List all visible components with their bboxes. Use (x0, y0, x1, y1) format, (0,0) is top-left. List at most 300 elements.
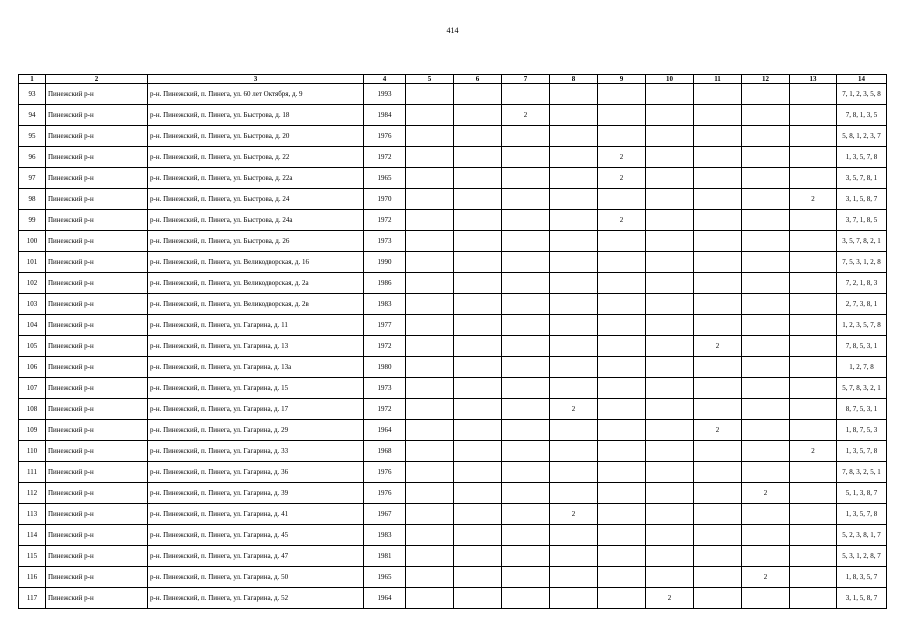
table-row (19, 399, 887, 420)
address-cell: р-н. Пинежский, п. Пинега, ул. Гагарина, д. 36 (148, 462, 364, 483)
year-cell: 1983 (364, 294, 406, 315)
row-number: 101 (19, 252, 46, 273)
col10-cell (646, 273, 694, 294)
col10-cell (646, 546, 694, 567)
col10-cell (646, 210, 694, 231)
col6-cell (454, 504, 502, 525)
col7-cell (502, 231, 550, 252)
col5-cell (406, 483, 454, 504)
col12-cell (742, 336, 790, 357)
district-cell: Пинежский р-н (46, 168, 148, 189)
codes-cell: 3, 7, 1, 8, 5 (837, 210, 887, 231)
district-cell: Пинежский р-н (46, 273, 148, 294)
col6-cell (454, 105, 502, 126)
col7-cell (502, 588, 550, 609)
year-cell: 1967 (364, 504, 406, 525)
district-cell: Пинежский р-н (46, 315, 148, 336)
col8-cell (550, 546, 598, 567)
col8-cell (550, 336, 598, 357)
row-number: 104 (19, 315, 46, 336)
col7-cell (502, 168, 550, 189)
col5-cell (406, 441, 454, 462)
col13-cell (790, 105, 837, 126)
col11-cell (694, 462, 742, 483)
col5-cell (406, 567, 454, 588)
row-number: 97 (19, 168, 46, 189)
district-cell: Пинежский р-н (46, 210, 148, 231)
col10-cell (646, 315, 694, 336)
table-row (19, 588, 887, 609)
col10-cell (646, 231, 694, 252)
col6-cell (454, 294, 502, 315)
col9-cell (598, 315, 646, 336)
col13-cell (790, 420, 837, 441)
year-cell: 1970 (364, 189, 406, 210)
col8-cell (550, 105, 598, 126)
col9-cell (598, 294, 646, 315)
table-row (19, 252, 887, 273)
col6-cell (454, 378, 502, 399)
codes-cell: 7, 8, 5, 3, 1 (837, 336, 887, 357)
col9-cell (598, 84, 646, 105)
codes-cell: 7, 1, 2, 3, 5, 8 (837, 84, 887, 105)
col5-cell (406, 399, 454, 420)
year-cell: 1965 (364, 567, 406, 588)
col7-cell (502, 273, 550, 294)
col8-cell (550, 294, 598, 315)
col9-cell (598, 462, 646, 483)
col8-cell (550, 84, 598, 105)
col8-cell (550, 126, 598, 147)
col6-cell (454, 420, 502, 441)
district-cell: Пинежский р-н (46, 462, 148, 483)
col10-cell (646, 441, 694, 462)
col5-cell (406, 525, 454, 546)
row-number: 93 (19, 84, 46, 105)
codes-cell: 1, 8, 3, 5, 7 (837, 567, 887, 588)
district-cell: Пинежский р-н (46, 336, 148, 357)
col12-cell (742, 105, 790, 126)
col8-cell: 2 (550, 504, 598, 525)
col7-cell (502, 420, 550, 441)
address-cell: р-н. Пинежский, п. Пинега, ул. Гагарина, д. 11 (148, 315, 364, 336)
address-cell: р-н. Пинежский, п. Пинега, ул. Гагарина, д. 52 (148, 588, 364, 609)
col11-cell (694, 357, 742, 378)
col13-cell (790, 399, 837, 420)
table-row (19, 126, 887, 147)
col13-cell (790, 168, 837, 189)
column-header: 5 (406, 75, 454, 84)
address-cell: р-н. Пинежский, п. Пинега, ул. Гагарина, д. 17 (148, 399, 364, 420)
table-row (19, 273, 887, 294)
row-number: 113 (19, 504, 46, 525)
col11-cell (694, 294, 742, 315)
col10-cell (646, 147, 694, 168)
codes-cell: 5, 8, 1, 2, 3, 7 (837, 126, 887, 147)
table-row (19, 420, 887, 441)
col5-cell (406, 588, 454, 609)
district-cell: Пинежский р-н (46, 84, 148, 105)
col6-cell (454, 147, 502, 168)
col10-cell (646, 252, 694, 273)
col5-cell (406, 357, 454, 378)
col7-cell (502, 567, 550, 588)
district-cell: Пинежский р-н (46, 546, 148, 567)
col10-cell (646, 105, 694, 126)
col11-cell (694, 315, 742, 336)
district-cell: Пинежский р-н (46, 525, 148, 546)
year-cell: 1977 (364, 315, 406, 336)
col9-cell: 2 (598, 168, 646, 189)
col6-cell (454, 399, 502, 420)
codes-cell: 5, 7, 8, 3, 2, 1 (837, 378, 887, 399)
col11-cell (694, 126, 742, 147)
col10-cell (646, 420, 694, 441)
row-number: 100 (19, 231, 46, 252)
address-cell: р-н. Пинежский, п. Пинега, ул. Гагарина, д. 39 (148, 483, 364, 504)
year-cell: 1973 (364, 378, 406, 399)
table-row (19, 336, 887, 357)
col5-cell (406, 378, 454, 399)
address-cell: р-н. Пинежский, п. Пинега, ул. Великодворская, д. 16 (148, 252, 364, 273)
col12-cell (742, 294, 790, 315)
col10-cell: 2 (646, 588, 694, 609)
district-cell: Пинежский р-н (46, 567, 148, 588)
table-row (19, 168, 887, 189)
col5-cell (406, 294, 454, 315)
column-header: 11 (694, 75, 742, 84)
table-row (19, 357, 887, 378)
col10-cell (646, 294, 694, 315)
row-number: 111 (19, 462, 46, 483)
col13-cell (790, 483, 837, 504)
col8-cell (550, 210, 598, 231)
table-row (19, 315, 887, 336)
codes-cell: 7, 5, 3, 1, 2, 8 (837, 252, 887, 273)
col5-cell (406, 504, 454, 525)
col8-cell (550, 189, 598, 210)
col10-cell (646, 567, 694, 588)
col11-cell: 2 (694, 336, 742, 357)
col11-cell (694, 504, 742, 525)
year-cell: 1981 (364, 546, 406, 567)
table-row (19, 189, 887, 210)
col7-cell (502, 252, 550, 273)
col5-cell (406, 231, 454, 252)
column-header: 7 (502, 75, 550, 84)
address-cell: р-н. Пинежский, п. Пинега, ул. Гагарина, д. 50 (148, 567, 364, 588)
address-cell: р-н. Пинежский, п. Пинега, ул. Быстрова, д. 24а (148, 210, 364, 231)
year-cell: 1972 (364, 210, 406, 231)
table-row (19, 546, 887, 567)
col7-cell (502, 336, 550, 357)
year-cell: 1964 (364, 420, 406, 441)
column-header: 14 (837, 75, 887, 84)
col6-cell (454, 588, 502, 609)
col5-cell (406, 105, 454, 126)
row-number: 108 (19, 399, 46, 420)
col8-cell (550, 588, 598, 609)
col6-cell (454, 462, 502, 483)
district-cell: Пинежский р-н (46, 252, 148, 273)
col11-cell (694, 147, 742, 168)
col9-cell (598, 189, 646, 210)
col6-cell (454, 483, 502, 504)
col6-cell (454, 357, 502, 378)
col8-cell (550, 357, 598, 378)
district-cell: Пинежский р-н (46, 147, 148, 168)
col11-cell (694, 273, 742, 294)
col12-cell (742, 525, 790, 546)
row-number: 95 (19, 126, 46, 147)
col9-cell: 2 (598, 210, 646, 231)
col11-cell: 2 (694, 420, 742, 441)
codes-cell: 1, 3, 5, 7, 8 (837, 147, 887, 168)
col5-cell (406, 546, 454, 567)
col13-cell (790, 84, 837, 105)
column-header: 4 (364, 75, 406, 84)
col11-cell (694, 84, 742, 105)
col10-cell (646, 525, 694, 546)
address-cell: р-н. Пинежский, п. Пинега, ул. Гагарина, д. 41 (148, 504, 364, 525)
col6-cell (454, 84, 502, 105)
col8-cell (550, 483, 598, 504)
col11-cell (694, 378, 742, 399)
col7-cell (502, 441, 550, 462)
address-cell: р-н. Пинежский, п. Пинега, ул. Великодворская, д. 2а (148, 273, 364, 294)
col11-cell (694, 525, 742, 546)
col8-cell (550, 441, 598, 462)
col8-cell (550, 168, 598, 189)
col8-cell (550, 147, 598, 168)
col6-cell (454, 168, 502, 189)
address-cell: р-н. Пинежский, п. Пинега, ул. Гагарина, д. 13 (148, 336, 364, 357)
col10-cell (646, 504, 694, 525)
col10-cell (646, 483, 694, 504)
codes-cell: 1, 8, 7, 5, 3 (837, 420, 887, 441)
col12-cell (742, 273, 790, 294)
column-header: 12 (742, 75, 790, 84)
address-cell: р-н. Пинежский, п. Пинега, ул. Гагарина, д. 15 (148, 378, 364, 399)
year-cell: 1964 (364, 588, 406, 609)
col7-cell (502, 294, 550, 315)
column-header: 9 (598, 75, 646, 84)
col8-cell (550, 231, 598, 252)
table-row (19, 567, 887, 588)
address-cell: р-н. Пинежский, п. Пинега, ул. Гагарина, д. 45 (148, 525, 364, 546)
col7-cell: 2 (502, 105, 550, 126)
district-cell: Пинежский р-н (46, 231, 148, 252)
year-cell: 1990 (364, 252, 406, 273)
district-cell: Пинежский р-н (46, 105, 148, 126)
col7-cell (502, 147, 550, 168)
row-number: 99 (19, 210, 46, 231)
year-cell: 1986 (364, 273, 406, 294)
codes-cell: 3, 5, 7, 8, 1 (837, 168, 887, 189)
col10-cell (646, 399, 694, 420)
address-cell: р-н. Пинежский, п. Пинега, ул. Быстрова, д. 24 (148, 189, 364, 210)
col11-cell (694, 399, 742, 420)
register-table (18, 74, 887, 609)
col12-cell: 2 (742, 483, 790, 504)
col10-cell (646, 378, 694, 399)
district-cell: Пинежский р-н (46, 126, 148, 147)
year-cell: 1972 (364, 399, 406, 420)
col8-cell (550, 252, 598, 273)
codes-cell: 3, 1, 5, 8, 7 (837, 189, 887, 210)
district-cell: Пинежский р-н (46, 441, 148, 462)
col9-cell (598, 420, 646, 441)
row-number: 107 (19, 378, 46, 399)
col11-cell (694, 588, 742, 609)
col11-cell (694, 483, 742, 504)
col10-cell (646, 357, 694, 378)
col5-cell (406, 420, 454, 441)
col9-cell (598, 378, 646, 399)
col6-cell (454, 441, 502, 462)
col13-cell (790, 126, 837, 147)
col5-cell (406, 315, 454, 336)
row-number: 112 (19, 483, 46, 504)
codes-cell: 1, 2, 7, 8 (837, 357, 887, 378)
year-cell: 1965 (364, 168, 406, 189)
col10-cell (646, 336, 694, 357)
row-number: 116 (19, 567, 46, 588)
table-row (19, 504, 887, 525)
codes-cell: 3, 5, 7, 8, 2, 1 (837, 231, 887, 252)
col9-cell (598, 336, 646, 357)
col5-cell (406, 168, 454, 189)
codes-cell: 3, 1, 5, 8, 7 (837, 588, 887, 609)
col11-cell (694, 168, 742, 189)
col13-cell (790, 210, 837, 231)
district-cell: Пинежский р-н (46, 420, 148, 441)
col13-cell (790, 231, 837, 252)
col12-cell (742, 399, 790, 420)
col5-cell (406, 273, 454, 294)
col11-cell (694, 210, 742, 231)
col13-cell (790, 462, 837, 483)
district-cell: Пинежский р-н (46, 588, 148, 609)
col9-cell (598, 588, 646, 609)
col12-cell (742, 378, 790, 399)
col9-cell (598, 273, 646, 294)
col9-cell (598, 525, 646, 546)
address-cell: р-н. Пинежский, п. Пинега, ул. Быстрова, д. 18 (148, 105, 364, 126)
year-cell: 1976 (364, 462, 406, 483)
column-header: 3 (148, 75, 364, 84)
col12-cell (742, 231, 790, 252)
column-header: 13 (790, 75, 837, 84)
col7-cell (502, 84, 550, 105)
district-cell: Пинежский р-н (46, 294, 148, 315)
col11-cell (694, 189, 742, 210)
col12-cell (742, 126, 790, 147)
col12-cell (742, 441, 790, 462)
col7-cell (502, 357, 550, 378)
codes-cell: 5, 3, 1, 2, 8, 7 (837, 546, 887, 567)
col9-cell (598, 546, 646, 567)
col9-cell (598, 105, 646, 126)
address-cell: р-н. Пинежский, п. Пинега, ул. 60 лет Октября, д. 9 (148, 84, 364, 105)
address-cell: р-н. Пинежский, п. Пинега, ул. Быстрова, д. 22а (148, 168, 364, 189)
header-row (19, 75, 887, 84)
district-cell: Пинежский р-н (46, 399, 148, 420)
address-cell: р-н. Пинежский, п. Пинега, ул. Гагарина, д. 29 (148, 420, 364, 441)
col5-cell (406, 252, 454, 273)
col13-cell (790, 378, 837, 399)
col13-cell (790, 147, 837, 168)
col13-cell: 2 (790, 441, 837, 462)
col11-cell (694, 231, 742, 252)
col7-cell (502, 483, 550, 504)
codes-cell: 7, 8, 1, 3, 5 (837, 105, 887, 126)
table-row (19, 483, 887, 504)
col5-cell (406, 462, 454, 483)
district-cell: Пинежский р-н (46, 357, 148, 378)
col5-cell (406, 210, 454, 231)
year-cell: 1980 (364, 357, 406, 378)
col5-cell (406, 147, 454, 168)
codes-cell: 1, 2, 3, 5, 7, 8 (837, 315, 887, 336)
codes-cell: 7, 2, 1, 8, 3 (837, 273, 887, 294)
col13-cell (790, 273, 837, 294)
row-number: 106 (19, 357, 46, 378)
col9-cell (598, 126, 646, 147)
col6-cell (454, 525, 502, 546)
col6-cell (454, 336, 502, 357)
row-number: 105 (19, 336, 46, 357)
address-cell: р-н. Пинежский, п. Пинега, ул. Гагарина, д. 13а (148, 357, 364, 378)
page-number: 414 (446, 26, 459, 35)
col5-cell (406, 126, 454, 147)
row-number: 110 (19, 441, 46, 462)
codes-cell: 2, 7, 3, 8, 1 (837, 294, 887, 315)
col8-cell (550, 273, 598, 294)
col8-cell (550, 315, 598, 336)
col6-cell (454, 189, 502, 210)
row-number: 109 (19, 420, 46, 441)
address-cell: р-н. Пинежский, п. Пинега, ул. Великодворская, д. 2в (148, 294, 364, 315)
col9-cell (598, 357, 646, 378)
address-cell: р-н. Пинежский, п. Пинега, ул. Быстрова, д. 20 (148, 126, 364, 147)
col10-cell (646, 189, 694, 210)
table-row (19, 231, 887, 252)
col6-cell (454, 252, 502, 273)
col5-cell (406, 336, 454, 357)
district-cell: Пинежский р-н (46, 504, 148, 525)
col12-cell (742, 252, 790, 273)
col13-cell (790, 567, 837, 588)
col6-cell (454, 546, 502, 567)
col12-cell (742, 420, 790, 441)
col9-cell: 2 (598, 147, 646, 168)
address-cell: р-н. Пинежский, п. Пинега, ул. Гагарина, д. 33 (148, 441, 364, 462)
col9-cell (598, 399, 646, 420)
year-cell: 1973 (364, 231, 406, 252)
col8-cell (550, 462, 598, 483)
codes-cell: 1, 3, 5, 7, 8 (837, 504, 887, 525)
col12-cell (742, 462, 790, 483)
col13-cell (790, 357, 837, 378)
col9-cell (598, 441, 646, 462)
col12-cell (742, 357, 790, 378)
year-cell: 1972 (364, 147, 406, 168)
district-cell: Пинежский р-н (46, 483, 148, 504)
col12-cell (742, 315, 790, 336)
table-row (19, 294, 887, 315)
col12-cell (742, 189, 790, 210)
